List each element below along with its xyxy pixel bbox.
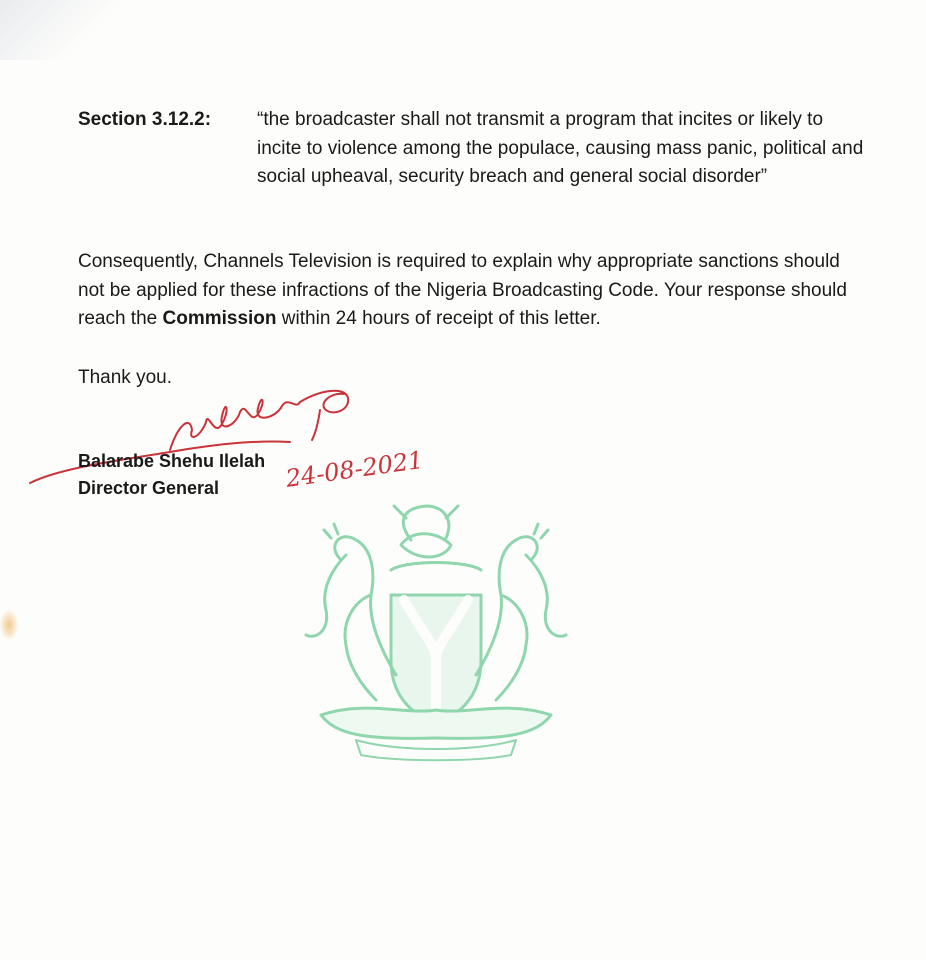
signatory-name: Balarabe Shehu Ilelah [78, 451, 266, 471]
paper-shadow [0, 0, 120, 60]
section-label: Section 3.12.2: [78, 109, 212, 130]
paragraph-text-2: within 24 hours of receipt of this letter. [276, 308, 601, 329]
signatory-title: Director General [78, 478, 220, 498]
signature-date: 24-08-2021 [284, 445, 425, 493]
paper-stain [0, 610, 18, 640]
coat-of-arms-watermark [286, 500, 596, 765]
closing-line: Thank you. [78, 367, 172, 388]
paragraph-text-1: Consequently, Channels Television is required to explain why appropriate sanctions should not be applied for these infractions of the Nigeria Broadcasting Code. Your response should reach the [78, 251, 847, 329]
section-quote: “the broadcaster shall not transmit a program that incites or likely to incite to violence among the populace, causing mass panic, political and social upheaval, security breach and general social disorder” [257, 109, 864, 187]
consequence-paragraph [78, 248, 868, 334]
commission-bold: Commission [162, 308, 277, 329]
